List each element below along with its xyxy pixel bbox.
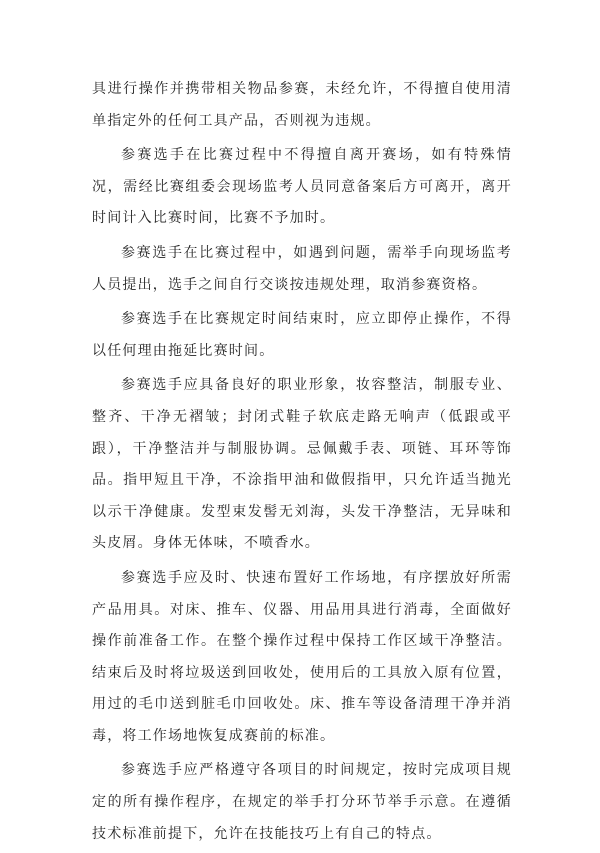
paragraph-7: 参赛选手应严格遵守各项目的时间规定，按时完成项目规定的所有操作程序，在规定的举手打分环节举手示意。在遵循技术标准前提下，允许在技能技巧上有自己的特点。 [92, 762, 512, 842]
document-body [92, 74, 512, 853]
paragraph-5: 参赛选手应具备良好的职业形象，妆容整洁，制服专业、整齐、干净无褶皱；封闭式鞋子软底走路无响声（低跟或平跟），干净整洁并与制服协调。忌佩戴手表、项链、耳环等饰品。指甲短且干净，不涂指甲油和做假指甲，只允许适当抛光以示干净健康。发型束发髻无刘海，头发干净整洁，无异味和头皮屑。身体无体味，不喷香水。 [92, 377, 512, 552]
paragraph-3: 参赛选手在比赛过程中，如遇到问题，需举手向现场监考人员提出，选手之间自行交谈按违规处理，取消参赛资格。 [92, 244, 512, 293]
paragraph-4: 参赛选手在比赛规定时间结束时，应立即停止操作，不得以任何理由拖延比赛时间。 [92, 311, 512, 359]
paragraph-1: 具进行操作并携带相关物品参赛，未经允许，不得擅自使用清单指定外的任何工具产品，否则视为违规。 [92, 81, 512, 129]
paragraph-6: 参赛选手应及时、快速布置好工作场地，有序摆放好所需产品用具。对床、推车、仪器、用品用具进行消毒，全面做好操作前准备工作。在整个操作过程中保持工作区域干净整洁。结束后及时将垃圾送到回收处，使用后的工具放入原有位置，用过的毛巾送到脏毛巾回收处。床、推车等设备清理干净并消毒，将工作场地恢复成赛前的标准。 [92, 569, 512, 744]
paragraph-2: 参赛选手在比赛过程中不得擅自离开赛场，如有特殊情况，需经比赛组委会现场监考人员同意备案后方可离开，离开时间计入比赛时间，比赛不予加时。 [92, 147, 512, 227]
